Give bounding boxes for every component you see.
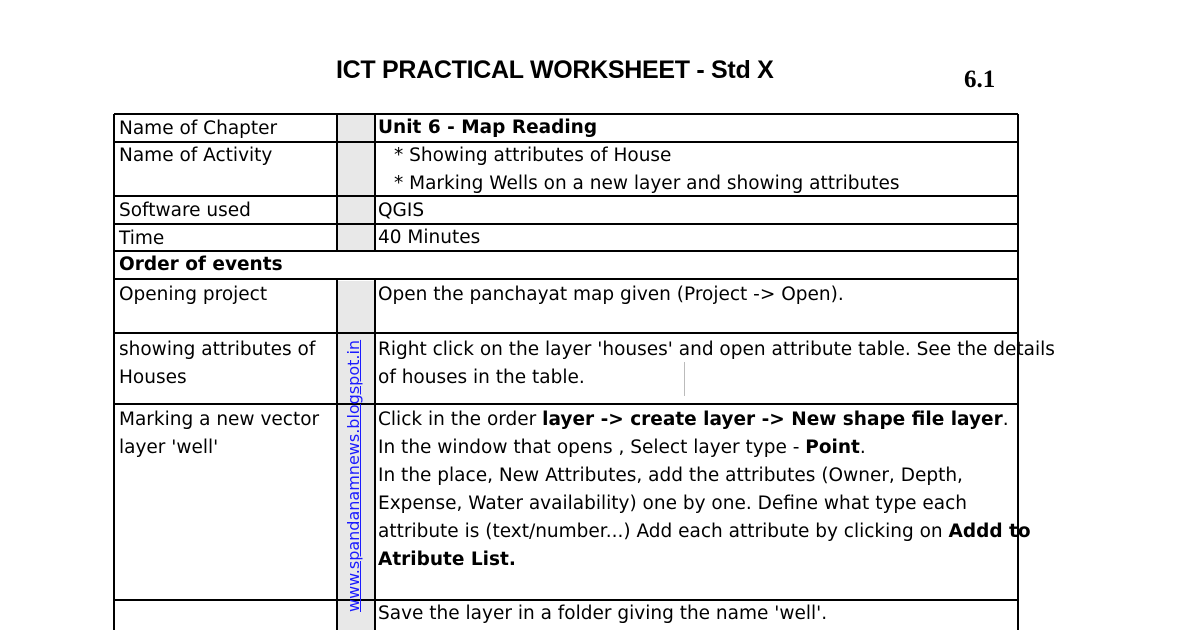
- event-3-text-line-1: [378, 406, 1009, 434]
- event-3-label-line-2: layer 'well': [119, 437, 219, 458]
- software-value: QGIS: [378, 200, 425, 221]
- event-2-label-line-2: Houses: [119, 367, 187, 388]
- time-label: Time: [119, 228, 165, 249]
- event-2-label-line-1: showing attributes of: [119, 339, 316, 360]
- event-1-label: Opening project: [119, 284, 268, 305]
- activity-line-2: * Marking Wells on a new layer and showing attributes: [394, 173, 900, 194]
- event-3-text-line-2: [378, 434, 866, 462]
- event-3-l2-pre: In the window that opens , Select layer type -: [378, 437, 806, 458]
- activity-label: Name of Activity: [119, 145, 273, 166]
- event-3-text-line-4: Expense, Water availability) one by one. Define what type each: [378, 493, 968, 514]
- event-3-l5-bold: Addd to: [948, 521, 1031, 542]
- worksheet-title: ICT PRACTICAL WORKSHEET - Std X: [336, 56, 774, 84]
- event-2-text-line-1: Right click on the layer 'houses' and open attribute table. See the details: [378, 339, 1055, 360]
- event-3-l1-pre: Click in the order: [378, 409, 543, 430]
- time-value: 40 Minutes: [378, 227, 481, 248]
- event-4-text: Save the layer in a folder giving the name 'well'.: [378, 603, 828, 624]
- event-3-text-line-3: In the place, New Attributes, add the attributes (Owner, Depth,: [378, 465, 963, 486]
- event-2-text-line-2: of houses in the table.: [378, 367, 585, 388]
- event-3-l2-post: .: [859, 437, 866, 458]
- event-1-text: Open the panchayat map given (Project -> Open).: [378, 284, 844, 305]
- order-of-events-heading: Order of events: [119, 254, 283, 275]
- event-3-text-line-6: Atribute List.: [378, 549, 516, 570]
- software-label: Software used: [119, 200, 251, 221]
- activity-line-1: * Showing attributes of House: [394, 145, 672, 166]
- blog-url-link[interactable]: www.spandanamnews.blogspot.in: [344, 339, 363, 612]
- event-3-l2-bold: Point: [805, 437, 860, 458]
- text-cursor-line: [684, 362, 685, 396]
- event-3-label-line-1: Marking a new vector: [119, 409, 320, 430]
- chapter-value: Unit 6 - Map Reading: [378, 117, 598, 138]
- chapter-label: Name of Chapter: [119, 118, 278, 139]
- event-3-l1-bold: layer -> create layer -> New shape file layer: [542, 409, 1003, 430]
- event-3-text-line-5: [378, 518, 1031, 546]
- page-number: 6.1: [964, 66, 996, 93]
- event-3-l5-pre: attribute is (text/number...) Add each attribute by clicking on: [378, 521, 949, 542]
- event-3-l1-post: .: [1002, 409, 1009, 430]
